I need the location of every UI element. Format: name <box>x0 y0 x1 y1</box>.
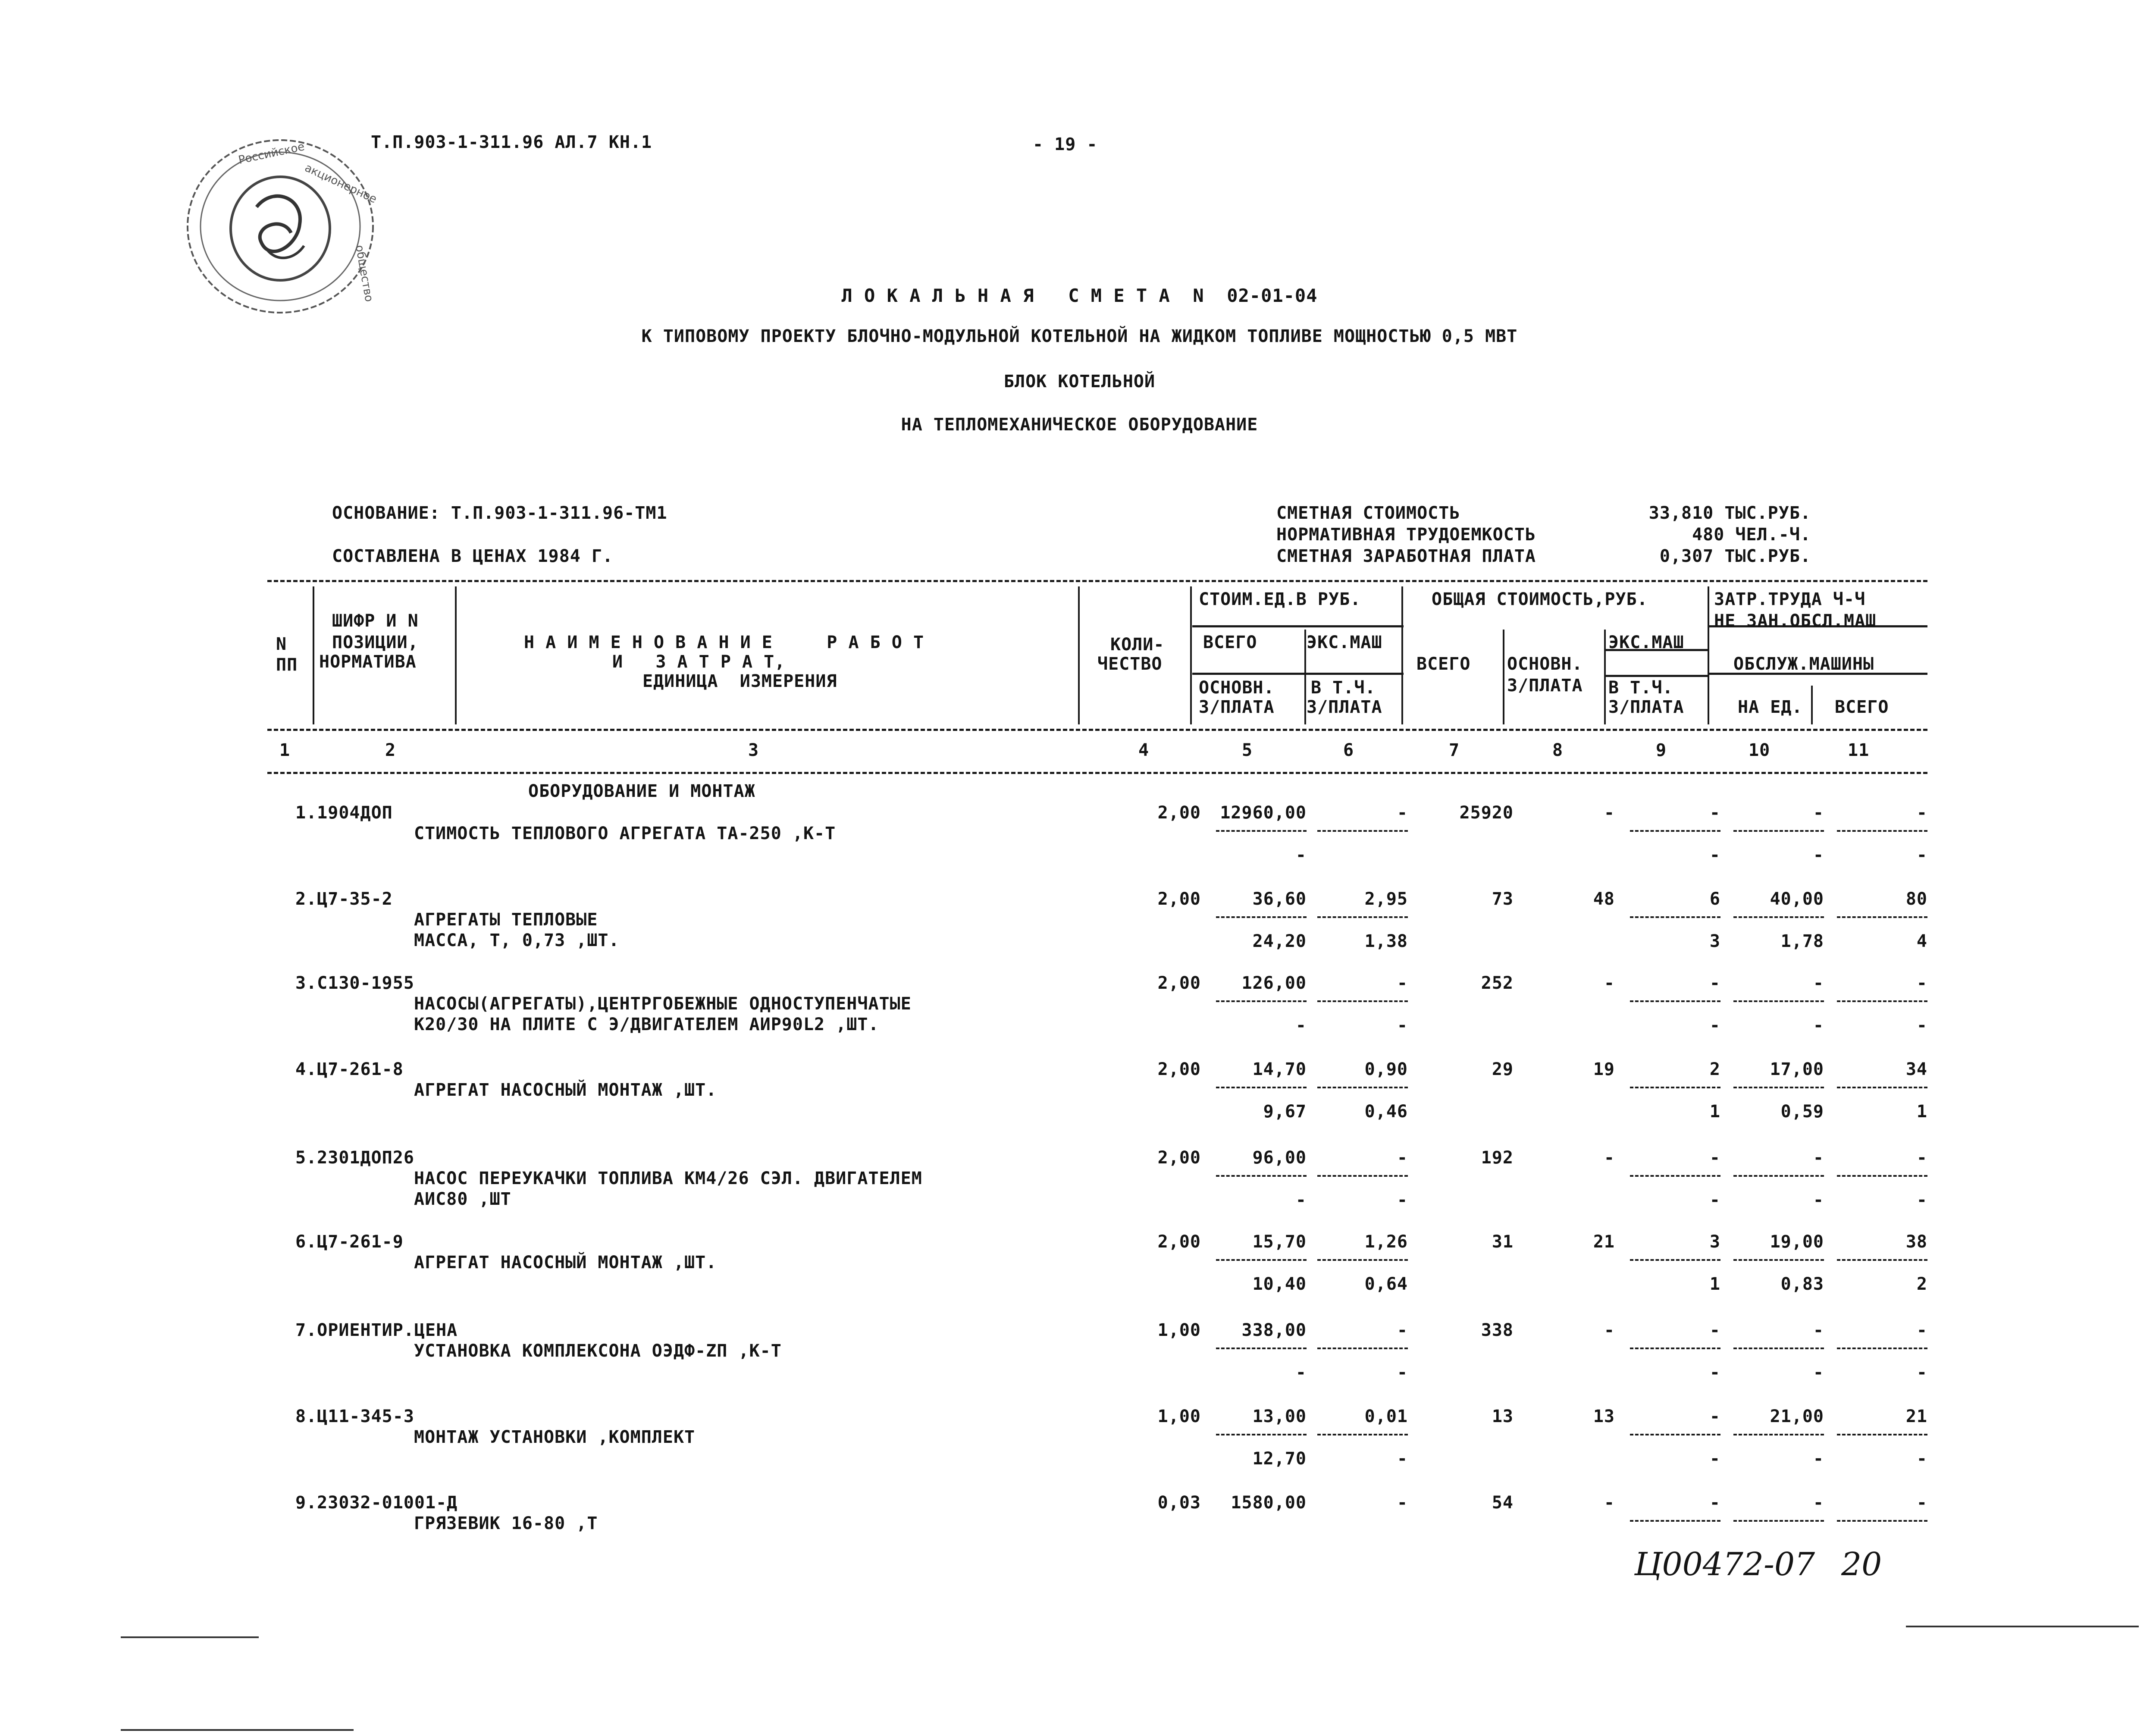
svg-text:общество: общество <box>353 244 376 303</box>
page-number: - 19 - <box>1033 135 1098 154</box>
scan-artifact-line <box>121 1729 354 1731</box>
row-c8: - <box>1604 1320 1615 1340</box>
row-c5-sub: 24,20 <box>1252 931 1307 951</box>
row-c9: 3 <box>1709 1232 1720 1252</box>
row-c6-sub: 0,46 <box>1364 1102 1408 1122</box>
row-c8: - <box>1604 803 1615 823</box>
col-header-unit-wage1: ОСНОВН. <box>1199 678 1275 698</box>
row-c5: 12960,00 <box>1220 803 1307 823</box>
row-c11-sub: - <box>1916 1363 1927 1382</box>
row-code: 1.1904ДОП <box>295 803 393 823</box>
col-header-labor-total: ВСЕГО <box>1835 697 1889 717</box>
cell-divider-rule <box>1733 1434 1824 1435</box>
row-c5-sub: - <box>1295 1015 1307 1035</box>
row-c10: 17,00 <box>1770 1059 1824 1079</box>
row-c11: - <box>1916 1320 1927 1340</box>
cell-divider-rule <box>1630 1000 1720 1002</box>
col-header-code-bot: НОРМАТИВА <box>319 652 417 672</box>
document-title: Л О К А Л Ь Н А Я С М Е Т А N 02-01-04 <box>841 285 1318 306</box>
row-c7: 192 <box>1481 1148 1514 1168</box>
row-c5: 13,00 <box>1252 1407 1307 1426</box>
cell-divider-rule <box>1837 1259 1927 1261</box>
row-c10: - <box>1813 1320 1824 1340</box>
row-c11-sub: - <box>1916 845 1927 865</box>
col-divider-9 <box>1708 586 1709 724</box>
row-c11-sub: 4 <box>1916 931 1927 951</box>
row-c10: - <box>1813 973 1824 993</box>
row-c9: - <box>1709 1407 1720 1426</box>
cell-divider-rule <box>1630 830 1720 832</box>
price-base-text: СОСТАВЛЕНА В ЦЕНАХ 1984 Г. <box>332 546 614 566</box>
row-c9-sub: - <box>1709 1190 1720 1210</box>
col-header-unit-cost: СТОИМ.ЕД.В РУБ. <box>1199 589 1361 609</box>
handwritten-page-number: 20 <box>1841 1546 1882 1583</box>
row-c11: 80 <box>1905 889 1927 909</box>
cell-divider-rule <box>1837 1087 1927 1088</box>
row-name: НАСОСЫ(АГРЕГАТЫ),ЦЕНТРГОБЕЖНЫЕ ОДНОСТУПЕНЧАТЫЕ <box>414 994 912 1014</box>
cell-divider-rule <box>1733 1348 1824 1349</box>
row-c11-sub: - <box>1916 1190 1927 1210</box>
row-code: 3.С130-1955 <box>295 973 414 993</box>
col-divider-10 <box>1811 686 1813 724</box>
row-name: УСТАНОВКА КОМПЛЕКСОНА ОЭДФ-ZП ,К-Т <box>414 1341 782 1361</box>
row-c7: 54 <box>1492 1493 1514 1513</box>
row-c8: - <box>1604 1148 1615 1168</box>
col-divider-1 <box>313 586 314 724</box>
cell-divider-rule <box>1837 830 1927 832</box>
row-c5: 338,00 <box>1241 1320 1307 1340</box>
row-c11: - <box>1916 1493 1927 1513</box>
col-divider-8 <box>1604 630 1606 724</box>
row-qty: 2,00 <box>1157 1059 1201 1079</box>
row-name: ГРЯЗЕВИК 16-80 ,Т <box>414 1514 598 1533</box>
row-c6: 1,26 <box>1364 1232 1408 1252</box>
col-num-7: 7 <box>1449 740 1460 760</box>
col-header-name-bot: ЕДИНИЦА ИЗМЕРЕНИЯ <box>642 671 837 691</box>
col-num-9: 9 <box>1656 740 1667 760</box>
row-qty: 1,00 <box>1157 1407 1201 1426</box>
cell-divider-rule <box>1216 1348 1307 1349</box>
row-c11: 21 <box>1905 1407 1927 1426</box>
cell-divider-rule <box>1216 1175 1307 1177</box>
col-divider-5 <box>1304 630 1306 724</box>
row-c6: 0,90 <box>1364 1059 1408 1079</box>
row-c11-sub: 2 <box>1916 1274 1927 1294</box>
row-name: МОНТАЖ УСТАНОВКИ ,КОМПЛЕКТ <box>414 1427 696 1447</box>
row-c9-sub: 1 <box>1709 1274 1720 1294</box>
cell-divider-rule <box>1216 1259 1307 1261</box>
row-c9-sub: - <box>1709 1449 1720 1469</box>
row-c5: 15,70 <box>1252 1232 1307 1252</box>
row-c6: - <box>1397 1148 1408 1168</box>
cell-divider-rule <box>1733 1175 1824 1177</box>
row-c10-sub: 0,59 <box>1780 1102 1824 1122</box>
col-divider-6 <box>1401 586 1403 724</box>
row-c9-sub: - <box>1709 1015 1720 1035</box>
col-num-5: 5 <box>1242 740 1253 760</box>
cell-divider-rule <box>1317 1000 1408 1002</box>
cell-divider-rule <box>1317 1087 1408 1088</box>
row-c6-sub: 1,38 <box>1364 931 1408 951</box>
col-divider-2 <box>455 586 457 724</box>
row-name-cont: К20/30 НА ПЛИТЕ С Э/ДВИГАТЕЛЕМ АИР90L2 ,ШТ. <box>414 1015 879 1034</box>
unit-cost-midrule <box>1192 673 1404 675</box>
mach-midrule <box>1604 675 1708 677</box>
col-header-total-mach-incl: В Т.Ч. <box>1608 678 1673 698</box>
row-name: АГРЕГАТ НАСОСНЫЙ МОНТАЖ ,ШТ. <box>414 1080 717 1100</box>
row-c10-sub: - <box>1813 1190 1824 1210</box>
row-c7: 73 <box>1492 889 1514 909</box>
handwritten-document-code: Ц00472-07 <box>1634 1546 1815 1583</box>
row-c6: - <box>1397 803 1408 823</box>
cell-divider-rule <box>1216 1434 1307 1435</box>
row-c6-sub: - <box>1397 1190 1408 1210</box>
svg-text:Российское: Российское <box>237 140 306 167</box>
row-c5-sub: - <box>1295 1190 1307 1210</box>
row-c11: - <box>1916 1148 1927 1168</box>
col-header-labor1: ЗАТР.ТРУДА Ч-Ч <box>1714 589 1866 609</box>
row-c6-sub: - <box>1397 1449 1408 1469</box>
row-c10: 21,00 <box>1770 1407 1824 1426</box>
col-header-total-mach-wage: З/ПЛАТА <box>1608 697 1684 717</box>
row-code: 6.Ц7-261-9 <box>295 1232 404 1252</box>
header-bottom-rule <box>267 729 1927 731</box>
row-code: 5.2301ДОП26 <box>295 1148 414 1168</box>
row-c11: - <box>1916 973 1927 993</box>
row-c11-sub: - <box>1916 1449 1927 1469</box>
svg-text:акционерное: акционерное <box>303 161 379 206</box>
col-header-labor-unit: НА ЕД. <box>1738 697 1803 717</box>
col-divider-4 <box>1190 586 1192 724</box>
col-header-total-wage2: З/ПЛАТА <box>1507 676 1583 696</box>
row-c10: 40,00 <box>1770 889 1824 909</box>
cell-divider-rule <box>1216 916 1307 918</box>
cell-divider-rule <box>1630 1348 1720 1349</box>
row-c9: - <box>1709 803 1720 823</box>
row-c6: - <box>1397 1320 1408 1340</box>
cell-divider-rule <box>1733 916 1824 918</box>
document-reference: Т.П.903-1-311.96 АЛ.7 КН.1 <box>371 132 652 152</box>
col-header-unit-total: ВСЕГО <box>1203 633 1257 652</box>
estimated-wage-label: СМЕТНАЯ ЗАРАБОТНАЯ ПЛАТА <box>1276 546 1536 566</box>
col-num-1: 1 <box>279 740 291 760</box>
row-name-cont: АИС80 ,ШТ <box>414 1189 511 1209</box>
unit-cost-subrule <box>1192 625 1404 627</box>
row-c10-sub: 0,83 <box>1780 1274 1824 1294</box>
col-header-unit-mach: ЭКС.МАШ <box>1307 633 1382 652</box>
col-header-number: N ПП <box>276 634 298 675</box>
row-qty: 2,00 <box>1157 973 1201 993</box>
cell-divider-rule <box>1837 916 1927 918</box>
row-c5: 14,70 <box>1252 1059 1307 1079</box>
cell-divider-rule <box>1630 1175 1720 1177</box>
col-divider-7 <box>1503 630 1504 724</box>
labor-intensity-label: НОРМАТИВНАЯ ТРУДОЕМКОСТЬ <box>1276 525 1536 545</box>
cell-divider-rule <box>1837 1434 1927 1435</box>
row-c7: 29 <box>1492 1059 1514 1079</box>
scan-artifact-line <box>1906 1626 2139 1627</box>
scan-artifact-line <box>121 1636 259 1638</box>
row-c10-sub: - <box>1813 845 1824 865</box>
row-qty: 2,00 <box>1157 889 1201 909</box>
row-name: НАСОС ПЕРЕУКАЧКИ ТОПЛИВА КМ4/26 СЭЛ. ДВИГАТЕЛЕМ <box>414 1169 922 1188</box>
row-c9: - <box>1709 1320 1720 1340</box>
document-scope-title: НА ТЕПЛОМЕХАНИЧЕСКОЕ ОБОРУДОВАНИЕ <box>901 415 1258 435</box>
column-number-rule <box>267 772 1927 774</box>
row-c8: 13 <box>1593 1407 1615 1426</box>
row-qty: 2,00 <box>1157 1232 1201 1252</box>
col-num-6: 6 <box>1343 740 1354 760</box>
row-c6-sub: - <box>1397 1363 1408 1382</box>
row-c5-sub: - <box>1295 845 1307 865</box>
col-header-labor-sub: ОБСЛУЖ.МАШИНЫ <box>1733 654 1874 674</box>
row-qty: 2,00 <box>1157 803 1201 823</box>
row-name: СТИМОСТЬ ТЕПЛОВОГО АГРЕГАТА ТА-250 ,К-Т <box>414 824 836 843</box>
col-divider-3 <box>1078 586 1080 724</box>
row-c7: 25920 <box>1459 803 1514 823</box>
row-c9-sub: 1 <box>1709 1102 1720 1122</box>
col-header-code-mid: ПОЗИЦИИ, <box>332 633 419 652</box>
row-c9: - <box>1709 973 1720 993</box>
cell-divider-rule <box>1733 1520 1824 1522</box>
cell-divider-rule <box>1733 1259 1824 1261</box>
row-name-cont: МАССА, Т, 0,73 ,ШТ. <box>414 931 620 950</box>
row-c7: 338 <box>1481 1320 1514 1340</box>
row-c10-sub: 1,78 <box>1780 931 1824 951</box>
cell-divider-rule <box>1630 1259 1720 1261</box>
col-num-10: 10 <box>1749 740 1771 760</box>
col-header-unit-wage2: З/ПЛАТА <box>1199 697 1275 717</box>
cell-divider-rule <box>1630 1434 1720 1435</box>
col-header-total-cost: ОБЩАЯ СТОИМОСТЬ,РУБ. <box>1432 589 1648 609</box>
row-c6: - <box>1397 1493 1408 1513</box>
row-c8: 21 <box>1593 1232 1615 1252</box>
cell-divider-rule <box>1733 1000 1824 1002</box>
cell-divider-rule <box>1630 1520 1720 1522</box>
row-c5: 1580,00 <box>1231 1493 1307 1513</box>
col-num-3: 3 <box>748 740 759 760</box>
row-c11: - <box>1916 803 1927 823</box>
col-header-name-top: Н А И М Е Н О В А Н И Е Р А Б О Т <box>524 633 924 652</box>
row-c7: 252 <box>1481 973 1514 993</box>
row-c10: - <box>1813 803 1824 823</box>
row-c6-sub: 0,64 <box>1364 1274 1408 1294</box>
cell-divider-rule <box>1216 1000 1307 1002</box>
row-c7: 31 <box>1492 1232 1514 1252</box>
col-header-unit-mach-wage: З/ПЛАТА <box>1307 697 1382 717</box>
row-c10: 19,00 <box>1770 1232 1824 1252</box>
row-c5: 36,60 <box>1252 889 1307 909</box>
section-title: ОБОРУДОВАНИЕ И МОНТАЖ <box>528 781 755 801</box>
col-num-4: 4 <box>1138 740 1150 760</box>
col-header-total-all: ВСЕГО <box>1416 654 1471 674</box>
row-c9: 2 <box>1709 1059 1720 1079</box>
row-c5: 96,00 <box>1252 1148 1307 1168</box>
cell-divider-rule <box>1317 830 1408 832</box>
cell-divider-rule <box>1216 830 1307 832</box>
row-c8: - <box>1604 1493 1615 1513</box>
col-header-qty-top: КОЛИ- <box>1110 635 1165 655</box>
row-c9: 6 <box>1709 889 1720 909</box>
row-c6: 2,95 <box>1364 889 1408 909</box>
row-c6: - <box>1397 973 1408 993</box>
row-c10-sub: - <box>1813 1449 1824 1469</box>
cell-divider-rule <box>1317 1434 1408 1435</box>
row-c10-sub: - <box>1813 1363 1824 1382</box>
document-block-title: БЛОК КОТЕЛЬНОЙ <box>1003 372 1156 392</box>
row-c9-sub: - <box>1709 1363 1720 1382</box>
row-code: 4.Ц7-261-8 <box>295 1059 404 1079</box>
row-c9: - <box>1709 1148 1720 1168</box>
row-c8: 19 <box>1593 1059 1615 1079</box>
row-c8: 48 <box>1593 889 1615 909</box>
row-name: АГРЕГАТЫ ТЕПЛОВЫЕ <box>414 910 598 930</box>
basis-text: ОСНОВАНИЕ: Т.П.903-1-311.96-ТМ1 <box>332 503 667 523</box>
row-code: 9.23032-01001-Д <box>295 1493 458 1513</box>
row-c10: - <box>1813 1493 1824 1513</box>
row-c8: - <box>1604 973 1615 993</box>
row-c11: 38 <box>1905 1232 1927 1252</box>
col-num-11: 11 <box>1848 740 1870 760</box>
row-c5-sub: 10,40 <box>1252 1274 1307 1294</box>
row-code: 7.ОРИЕНТИР.ЦЕНА <box>295 1320 458 1340</box>
cell-divider-rule <box>1317 1259 1408 1261</box>
row-c5-sub: 9,67 <box>1263 1102 1307 1122</box>
row-c5-sub: 12,70 <box>1252 1449 1307 1469</box>
col-num-2: 2 <box>385 740 396 760</box>
row-c9-sub: - <box>1709 845 1720 865</box>
row-c11-sub: 1 <box>1916 1102 1927 1122</box>
row-name: АГРЕГАТ НАСОСНЫЙ МОНТАЖ ,ШТ. <box>414 1253 717 1272</box>
col-num-8: 8 <box>1552 740 1564 760</box>
col-header-qty-bot: ЧЕСТВО <box>1097 654 1163 674</box>
cell-divider-rule <box>1837 1000 1927 1002</box>
row-c9-sub: 3 <box>1709 931 1720 951</box>
cell-divider-rule <box>1630 1087 1720 1088</box>
row-code: 2.Ц7-35-2 <box>295 889 393 909</box>
row-c6: 0,01 <box>1364 1407 1408 1426</box>
row-qty: 0,03 <box>1157 1493 1201 1513</box>
cell-divider-rule <box>1837 1520 1927 1522</box>
col-header-name-mid: И З А Т Р А Т, <box>612 652 786 672</box>
row-c5: 126,00 <box>1241 973 1307 993</box>
cell-divider-rule <box>1630 916 1720 918</box>
row-c10-sub: - <box>1813 1015 1824 1035</box>
cell-divider-rule <box>1317 916 1408 918</box>
cell-divider-rule <box>1733 830 1824 832</box>
row-c7: 13 <box>1492 1407 1514 1426</box>
row-c11-sub: - <box>1916 1015 1927 1035</box>
col-header-unit-mach-incl: В Т.Ч. <box>1311 678 1376 698</box>
cell-divider-rule <box>1733 1087 1824 1088</box>
estimated-cost-value: 33,810 ТЫС.РУБ. <box>1648 503 1811 523</box>
table-top-rule <box>267 580 1927 582</box>
cell-divider-rule <box>1837 1348 1927 1349</box>
row-c11: 34 <box>1905 1059 1927 1079</box>
col-header-code-top: ШИФР И N <box>332 611 419 631</box>
row-c6-sub: - <box>1397 1015 1408 1035</box>
col-header-total-wage1: ОСНОВН. <box>1507 654 1583 674</box>
document-subtitle: К ТИПОВОМУ ПРОЕКТУ БЛОЧНО-МОДУЛЬНОЙ КОТЕЛЬНОЙ НА ЖИДКОМ ТОПЛИВЕ МОЩНОСТЬЮ 0,5 МВТ <box>641 326 1518 346</box>
cell-divider-rule <box>1837 1175 1927 1177</box>
row-qty: 1,00 <box>1157 1320 1201 1340</box>
cell-divider-rule <box>1317 1348 1408 1349</box>
col-header-labor2: НЕ ЗАН.ОБСЛ.МАШ <box>1714 611 1877 631</box>
row-c5-sub: - <box>1295 1363 1307 1382</box>
estimated-wage-value: 0,307 ТЫС.РУБ. <box>1659 546 1811 566</box>
col-header-total-mach: ЭКС.МАШ <box>1608 633 1684 652</box>
labor-intensity-value: 480 ЧЕЛ.-Ч. <box>1692 525 1811 545</box>
row-qty: 2,00 <box>1157 1148 1201 1168</box>
cell-divider-rule <box>1317 1175 1408 1177</box>
row-c10: - <box>1813 1148 1824 1168</box>
estimated-cost-label: СМЕТНАЯ СТОИМОСТЬ <box>1276 503 1460 523</box>
row-code: 8.Ц11-345-3 <box>295 1407 414 1426</box>
cell-divider-rule <box>1216 1087 1307 1088</box>
row-c9: - <box>1709 1493 1720 1513</box>
